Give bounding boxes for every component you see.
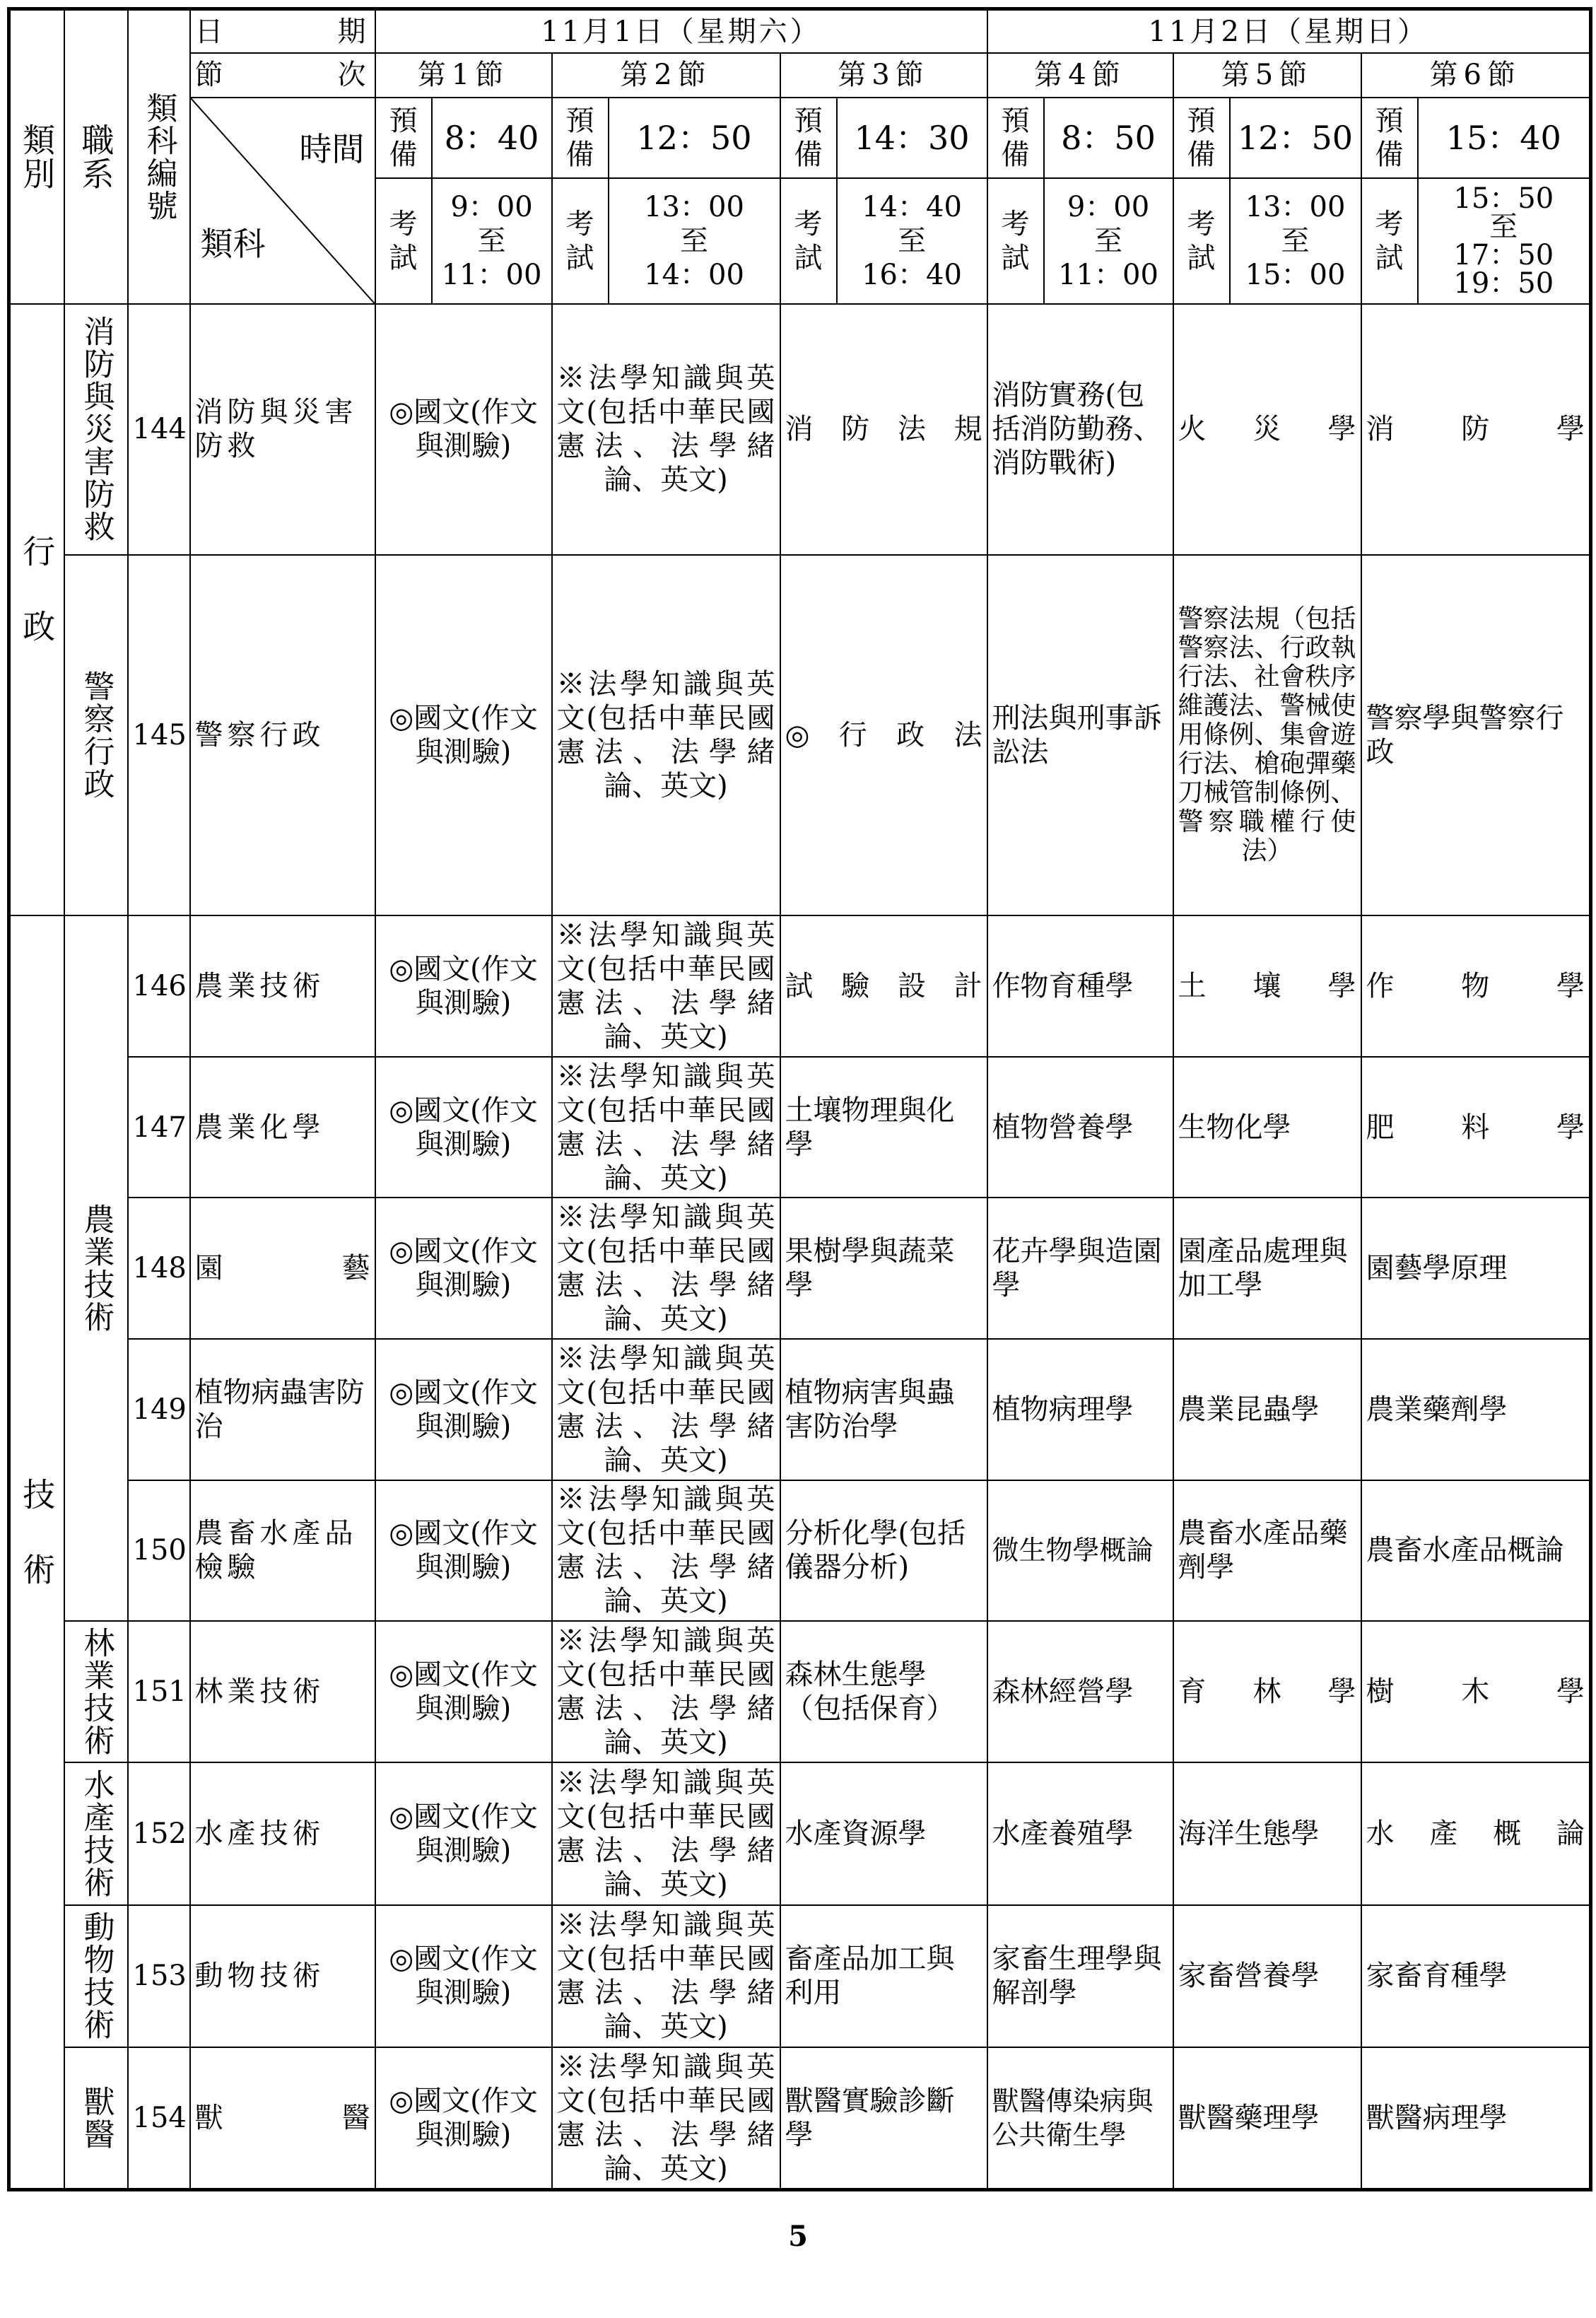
dept-cell: 消防與災害防救 [64, 304, 128, 555]
s6-cell: 獸醫病理學 [1361, 2047, 1591, 2189]
s6-cell: 農畜水產品概論 [1361, 1480, 1591, 1622]
header-day2: 11月2日（星期日） [987, 9, 1591, 54]
prep-time-4: 8：50 [1044, 98, 1173, 179]
s3-cell: 消防法規 [780, 304, 987, 555]
subject-cell: 園藝 [190, 1198, 375, 1339]
s5-cell: 火災學 [1173, 304, 1361, 555]
s2-cell: ※法學知識與英文(包括中華民國憲法、法學緒論、英文) [552, 1905, 780, 2048]
exam-label-4: 考試 [987, 178, 1044, 303]
code-cell: 149 [128, 1339, 190, 1480]
subject-cell: 林業技術 [190, 1621, 375, 1762]
s6-cell: 水產概論 [1361, 1762, 1591, 1905]
dept-cell: 林業技術 [64, 1621, 128, 1762]
prep-label-4: 預備 [987, 98, 1044, 179]
prep-label-5: 預備 [1173, 98, 1230, 179]
prep-label-2: 預備 [552, 98, 609, 179]
subject-cell: 消防與災害防救 [190, 304, 375, 555]
code-cell: 151 [128, 1621, 190, 1762]
dept-cell: 動物技術 [64, 1905, 128, 2048]
s5-cell: 家畜營養學 [1173, 1905, 1361, 2048]
subject-cell: 水產技術 [190, 1762, 375, 1905]
exam-time-6: 15：50 至 17：50 19：50 [1418, 178, 1591, 303]
group-tech: 技術 [9, 915, 64, 2189]
s4-cell: 花卉學與造園學 [987, 1198, 1173, 1339]
s2-cell: ※法學知識與英文(包括中華民國憲法、法學緒論、英文) [552, 1339, 780, 1480]
s1-cell: ◎國文(作文與測驗) [375, 1480, 552, 1622]
header-session-2: 第2節 [552, 53, 780, 98]
s2-cell: ※法學知識與英文(包括中華民國憲法、法學緒論、英文) [552, 915, 780, 1057]
exam-time-3: 14：40 至 16：40 [837, 178, 987, 303]
prep-label-1: 預備 [375, 98, 432, 179]
s6-cell: 作物學 [1361, 915, 1591, 1057]
header-session-3: 第3節 [780, 53, 987, 98]
code-cell: 144 [128, 304, 190, 555]
header-code: 類科編號 [128, 9, 190, 304]
table-row [9, 555, 1591, 915]
s4-cell: 森林經營學 [987, 1621, 1173, 1762]
s2-cell: ※法學知識與英文(包括中華民國憲法、法學緒論、英文) [552, 1621, 780, 1762]
s5-cell: 農業昆蟲學 [1173, 1339, 1361, 1480]
s4-cell: 作物育種學 [987, 915, 1173, 1057]
header-session-label: 節 次 [190, 53, 375, 98]
table-row [9, 1339, 1591, 1480]
s5-cell: 海洋生態學 [1173, 1762, 1361, 1905]
s2-cell: ※法學知識與英文(包括中華民國憲法、法學緒論、英文) [552, 1762, 780, 1905]
s3-cell: 森林生態學（包括保育） [780, 1621, 987, 1762]
table-row [9, 1480, 1591, 1622]
header-session-6: 第6節 [1361, 53, 1591, 98]
s4-cell: 水產養殖學 [987, 1762, 1173, 1905]
exam-schedule-table [7, 7, 1592, 2191]
s3-cell: 獸醫實驗診斷學 [780, 2047, 987, 2189]
code-cell: 145 [128, 555, 190, 915]
prep-time-1: 8：40 [432, 98, 552, 179]
s6-cell: 樹木學 [1361, 1621, 1591, 1762]
s1-cell: ◎國文(作文與測驗) [375, 1057, 552, 1198]
s3-cell: 試驗設計 [780, 915, 987, 1057]
s1-cell: ◎國文(作文與測驗) [375, 2047, 552, 2189]
s3-cell: 植物病害與蟲害防治學 [780, 1339, 987, 1480]
header-session-4: 第4節 [987, 53, 1173, 98]
exam-label-1: 考試 [375, 178, 432, 303]
s3-cell: 畜產品加工與利用 [780, 1905, 987, 2048]
header-category: 類別 [9, 9, 64, 304]
s1-cell: ◎國文(作文與測驗) [375, 1198, 552, 1339]
s5-cell: 警察法規（包括警察法、行政執行法、社會秩序維護法、警械使用條例、集會遊行法、槍砲彈藥刀械管制條例、警察職權行使法） [1173, 555, 1361, 915]
header-department: 職系 [64, 9, 128, 304]
code-cell: 150 [128, 1480, 190, 1622]
table-row [9, 1621, 1591, 1762]
exam-label-2: 考試 [552, 178, 609, 303]
dept-cell: 水產技術 [64, 1762, 128, 1905]
subject-cell: 警察行政 [190, 555, 375, 915]
table-row [9, 915, 1591, 1057]
prep-time-6: 15：40 [1418, 98, 1591, 179]
header-date-label: 日 期 [190, 9, 375, 54]
s4-cell: 植物營養學 [987, 1057, 1173, 1198]
s1-cell: ◎國文(作文與測驗) [375, 1621, 552, 1762]
s5-cell: 土壤學 [1173, 915, 1361, 1057]
code-cell: 154 [128, 2047, 190, 2189]
group-admin: 行政 [9, 304, 64, 915]
s4-cell: 刑法與刑事訴訟法 [987, 555, 1173, 915]
s4-cell: 微生物學概論 [987, 1480, 1173, 1622]
prep-time-2: 12：50 [609, 98, 780, 179]
s6-cell: 肥料學 [1361, 1057, 1591, 1198]
s3-cell: 分析化學(包括儀器分析) [780, 1480, 987, 1622]
subject-cell: 農業技術 [190, 915, 375, 1057]
s3-cell: ◎行政法 [780, 555, 987, 915]
s5-cell: 獸醫藥理學 [1173, 2047, 1361, 2189]
table-row [9, 1762, 1591, 1905]
s2-cell: ※法學知識與英文(包括中華民國憲法、法學緒論、英文) [552, 1057, 780, 1198]
s5-cell: 農畜水產品藥劑學 [1173, 1480, 1361, 1622]
s5-cell: 生物化學 [1173, 1057, 1361, 1198]
exam-label-5: 考試 [1173, 178, 1230, 303]
page-number: 5 [788, 2220, 808, 2253]
table-row [9, 1905, 1591, 2048]
header-diagonal-cell [190, 98, 375, 304]
prep-label-6: 預備 [1361, 98, 1418, 179]
exam-time-2: 13：00 至 14：00 [609, 178, 780, 303]
code-cell: 147 [128, 1057, 190, 1198]
subject-cell: 農畜水產品檢驗 [190, 1480, 375, 1622]
subject-cell: 農業化學 [190, 1057, 375, 1198]
s4-cell: 家畜生理學與解剖學 [987, 1905, 1173, 2048]
subject-cell: 獸醫 [190, 2047, 375, 2189]
s6-cell: 消防學 [1361, 304, 1591, 555]
code-cell: 153 [128, 1905, 190, 2048]
s2-cell: ※法學知識與英文(包括中華民國憲法、法學緒論、英文) [552, 304, 780, 555]
code-cell: 148 [128, 1198, 190, 1339]
s4-cell: 獸醫傳染病與公共衛生學 [987, 2047, 1173, 2189]
s6-cell: 家畜育種學 [1361, 1905, 1591, 2048]
subject-cell: 動物技術 [190, 1905, 375, 2048]
s6-cell: 園藝學原理 [1361, 1198, 1591, 1339]
exam-label-6: 考試 [1361, 178, 1418, 303]
s1-cell: ◎國文(作文與測驗) [375, 555, 552, 915]
s4-cell: 消防實務(包括消防勤務、消防戰術) [987, 304, 1173, 555]
code-cell: 152 [128, 1762, 190, 1905]
s3-cell: 果樹學與蔬菜學 [780, 1198, 987, 1339]
s5-cell: 園產品處理與加工學 [1173, 1198, 1361, 1339]
s1-cell: ◎國文(作文與測驗) [375, 1905, 552, 2048]
header-session-1: 第1節 [375, 53, 552, 98]
prep-time-5: 12：50 [1230, 98, 1361, 179]
s2-cell: ※法學知識與英文(包括中華民國憲法、法學緒論、英文) [552, 2047, 780, 2189]
dept-cell: 獸醫 [64, 2047, 128, 2189]
diagonal-line [191, 98, 375, 303]
header-time-label: 時間 [299, 129, 365, 168]
s2-cell: ※法學知識與英文(包括中華民國憲法、法學緒論、英文) [552, 1480, 780, 1622]
code-cell: 146 [128, 915, 190, 1057]
table-row [9, 1057, 1591, 1198]
s1-cell: ◎國文(作文與測驗) [375, 304, 552, 555]
s5-cell: 育林學 [1173, 1621, 1361, 1762]
s1-cell: ◎國文(作文與測驗) [375, 915, 552, 1057]
prep-time-3: 14：30 [837, 98, 987, 179]
s3-cell: 土壤物理與化學 [780, 1057, 987, 1198]
s4-cell: 植物病理學 [987, 1339, 1173, 1480]
exam-time-4: 9：00 至 11：00 [1044, 178, 1173, 303]
s2-cell: ※法學知識與英文(包括中華民國憲法、法學緒論、英文) [552, 555, 780, 915]
s6-cell: 警察學與警察行政 [1361, 555, 1591, 915]
dept-cell: 警察行政 [64, 555, 128, 915]
header-subject-label: 類科 [200, 224, 266, 263]
table-row [9, 304, 1591, 555]
header-session-5: 第5節 [1173, 53, 1361, 98]
header-day1: 11月1日（星期六） [375, 9, 987, 54]
s6-cell: 農業藥劑學 [1361, 1339, 1591, 1480]
s2-cell: ※法學知識與英文(包括中華民國憲法、法學緒論、英文) [552, 1198, 780, 1339]
s1-cell: ◎國文(作文與測驗) [375, 1339, 552, 1480]
exam-time-1: 9：00 至 11：00 [432, 178, 552, 303]
exam-label-3: 考試 [780, 178, 837, 303]
table-row [9, 1198, 1591, 1339]
subject-cell: 植物病蟲害防治 [190, 1339, 375, 1480]
table-row [9, 2047, 1591, 2189]
dept-cell: 農業技術 [64, 915, 128, 1621]
s3-cell: 水產資源學 [780, 1762, 987, 1905]
exam-time-5: 13：00 至 15：00 [1230, 178, 1361, 303]
prep-label-3: 預備 [780, 98, 837, 179]
s1-cell: ◎國文(作文與測驗) [375, 1762, 552, 1905]
